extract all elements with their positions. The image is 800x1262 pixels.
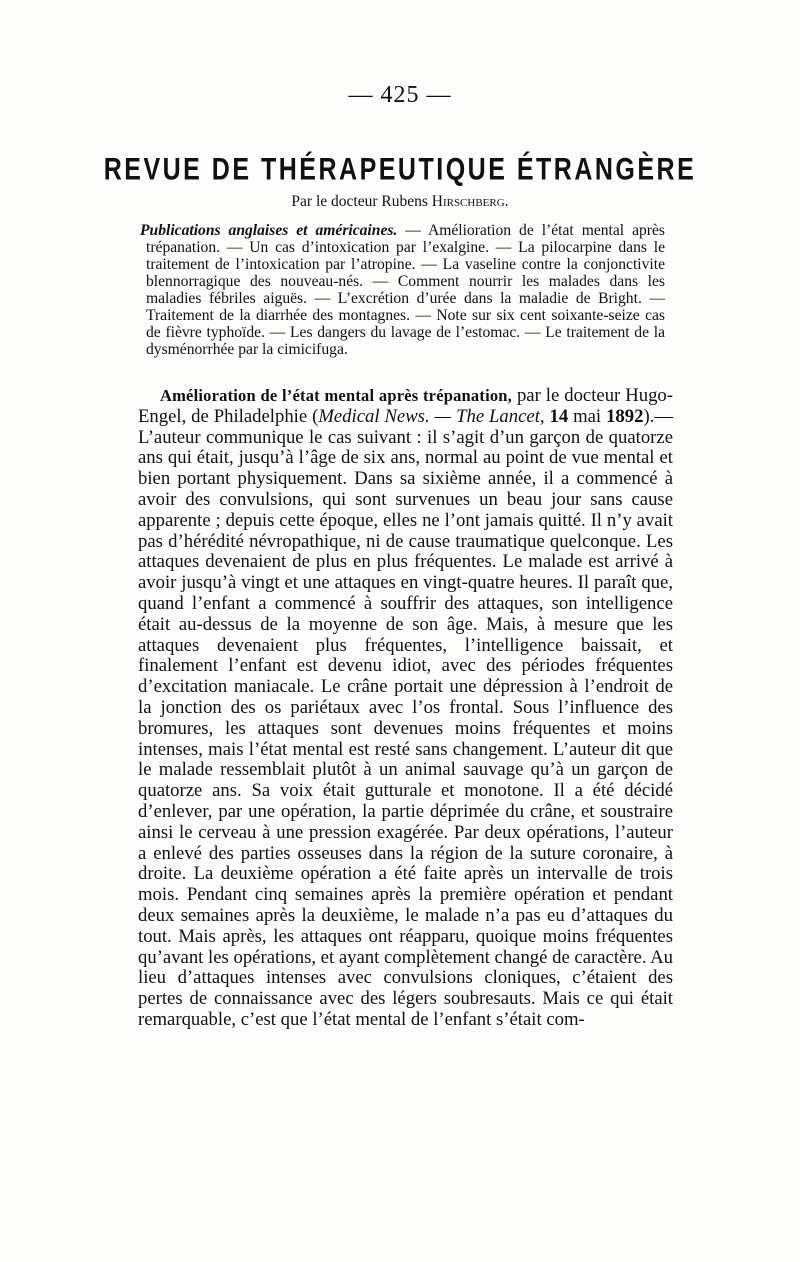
date-day: 14 xyxy=(544,405,569,427)
byline xyxy=(0,193,800,211)
article-body xyxy=(138,386,673,1031)
date-month: mai xyxy=(568,405,607,427)
summary-text: — Amélioration de l’état mental après trépanation. — Un cas d’intoxication par l’exalgine. — La pilocarpine dans le traitement de l’intoxication par l’atropine. — La vaseline contre la conjonctivite blennorragique des nouveau-nés. — Comment nourrir les malades dans les maladies fébriles aiguës. — L’excrétion d’urée dans la maladie de Bright. — Traitement de la diarrhée des montagnes. — Note sur six cent soixante-seize cas de fièvre typhoïde. — Les dangers du lavage de l’estomac. — Le traitement de la dysménorrhée par la cimicifuga. xyxy=(146,222,665,358)
summary-lead: Publications anglaises et américaines. xyxy=(140,222,398,239)
article-intro: par le docteur Hugo-Engel, de Philadelphie ( xyxy=(138,385,673,427)
section-title: REVUE DE THÉRAPEUTIQUE ÉTRANGÈRE xyxy=(103,152,697,187)
page-number: — 425 — xyxy=(348,82,452,108)
byline-prefix: Par le docteur Rubens xyxy=(291,193,432,210)
summary-paragraph xyxy=(140,222,665,358)
article-heading: Amélioration de l’état mental après trépanation, xyxy=(160,386,512,405)
date-year: 1892 xyxy=(606,405,644,427)
author-surname: Hirschberg. xyxy=(431,193,509,210)
source-journal: Medical News. — The Lancet, xyxy=(318,405,545,427)
article-text: ).— L’auteur communique le cas suivant : il s’agit d’un garçon de quatorze ans qui était, jusqu’à l’âge de six ans, normal au point de vue mental et bien portant physiquement. Dans sa sixième année, il a commencé à avoir des convulsions, qui sont survenues un beau jour sans cause apparente ; depuis cette époque, elles ne l’ont jamais quitté. Il n’y avait pas d’hérédité névropathique, ni de cause traumatique quelconque. Les attaques devenaient de plus en plus fréquentes. Le malade est arrivé à avoir jusqu’à vingt et une attaques en vingt-quatre heures. Il paraît que, quand l’enfant a commencé à souffrir des attaques, son intelligence était au-dessus de la moyenne de son âge. Mais, à mesure que les attaques devenaient plus fréquentes, l’intelligence baissait, et finalement l’enfant est devenu idiot, avec des périodes fréquentes d’excitation maniacale. Le crâne portait une dépression à l’endroit de la jonction des os pariétaux avec l’os frontal. Sous l’influence des bromures, les attaques sont devenues moins fréquentes et moins intenses, mais l’état mental est resté sans changement. L’auteur dit que le malade ressemblait plutôt à un animal sauvage qu’à un garçon de quatorze ans. Sa voix était gutturale et monotone. Il a été décidé d’enlever, par une opération, la partie déprimée du crâne, et soustraire ainsi le cerveau à une pression exagérée. Par deux opérations, l’auteur a enlevé des parties osseuses dans la région de la suture coronaire, à droite. La deuxième opération a été faite après un intervalle de trois mois. Pendant cinq semaines après la première opération et pendant deux semaines après la deuxième, le malade n’a pas eu d’attaques du tout. Mais après, les attaques ont réapparu, quoique moins fréquentes qu’avant les opérations, et ayant complètement changé de caractère. Au lieu d’attaques intenses avec convulsions cloniques, c’étaient des pertes de connaissance avec des légers soubresauts. Mais ce qui était remarquable, c’est que l’état mental de l’enfant s’était com- xyxy=(138,405,674,1030)
